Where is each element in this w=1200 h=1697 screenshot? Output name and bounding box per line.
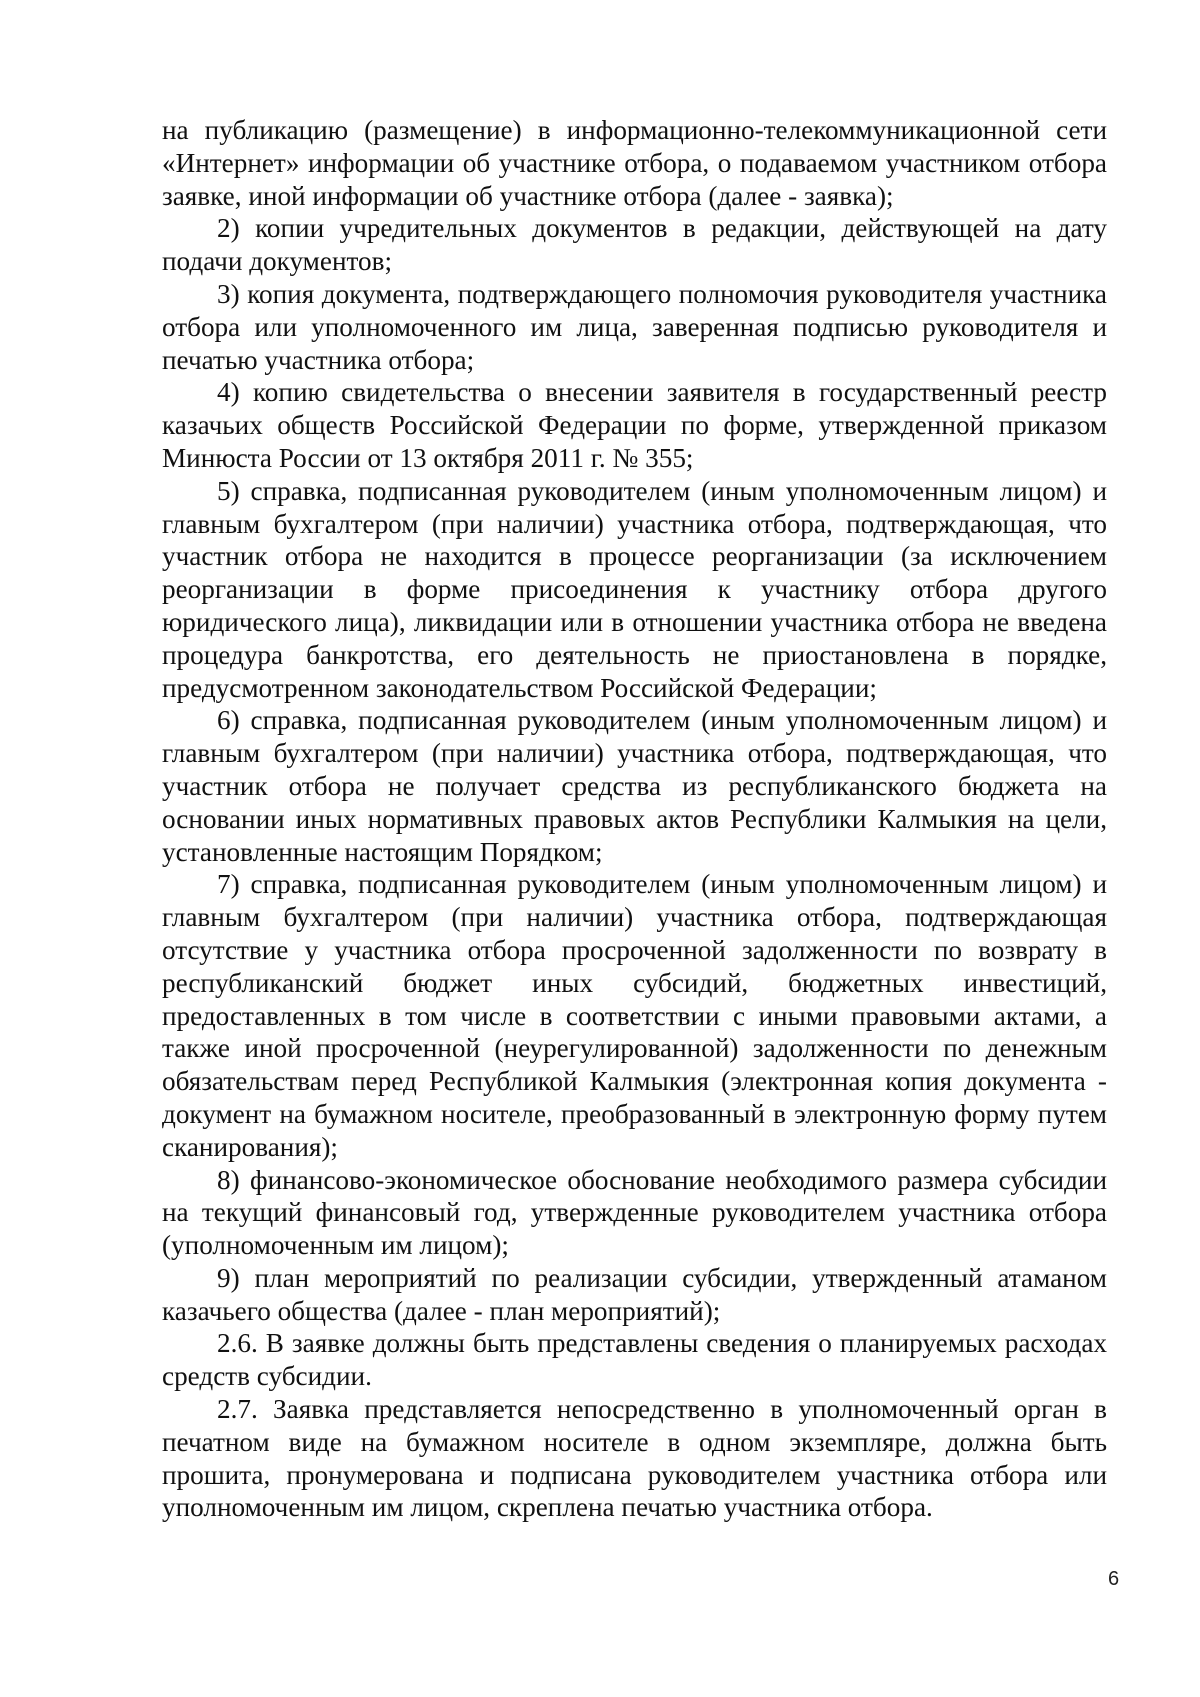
paragraph-item-4: 4) копию свидетельства о внесении заявителя в государственный реестр казачьих обществ Российской Федерации по форме, утвержденной приказом Минюста России от 13 октября 2011 г. № 355; [162, 377, 1107, 473]
paragraph-item-7: 7) справка, подписанная руководителем (иным уполномоченным лицом) и главным бухгалтером (при наличии) участника отбора, подтверждающая отсутствие у участника отбора просроченной задолженности по возврату в республиканский бюджет иных субсидий, бюджетных инвестиций, предоставленных в том числе в соответствии с иными правовыми актами, а также иной просроченной (неурегулированной) задолженности по денежным обязательствам перед Республикой Калмыкия (электронная копия документа - документ на бумажном носителе, преобразованный в электронную форму путем сканирования); [162, 869, 1107, 1162]
paragraph-clause-2-7: 2.7. Заявка представляется непосредственно в уполномоченный орган в печатном виде на бумажном носителе в одном экземпляре, должна быть прошита, пронумерована и подписана руководителем участника отбора или уполномоченным им лицом, скреплена печатью участника отбора. [162, 1394, 1107, 1523]
paragraph-item-3: 3) копия документа, подтверждающего полномочия руководителя участника отбора или уполномоченного им лица, заверенная подписью руководителя и печатью участника отбора; [162, 278, 1107, 375]
page-number: 6 [1108, 1568, 1120, 1590]
paragraph-item-2: 2) копии учредительных документов в редакции, действующей на дату подачи документов; [162, 213, 1107, 277]
paragraph-item-9: 9) план мероприятий по реализации субсидии, утвержденный атаманом казачьего общества (далее - план мероприятий); [162, 1262, 1107, 1326]
paragraph-item-6: 6) справка, подписанная руководителем (иным уполномоченным лицом) и главным бухгалтером (при наличии) участника отбора, подтверждающая, что участник отбора не получает средства из республиканского бюджета на основании иных нормативных правовых актов Республики Калмыкия на цели, установленные настоящим Порядком; [162, 705, 1107, 867]
document-body [162, 114, 1107, 1524]
paragraph-clause-2-6: 2.6. В заявке должны быть представлены сведения о планируемых расходах средств субсидии. [162, 1328, 1107, 1392]
paragraph-item-8: 8) финансово-экономическое обоснование необходимого размера субсидии на текущий финансовый год, утвержденные руководителем участника отбора (уполномоченным им лицом); [162, 1164, 1107, 1261]
paragraph-continuation: на публикацию (размещение) в информационно-телекоммуникационной сети «Интернет» информации об участнике отбора, о подаваемом участником отбора заявке, иной информации об участнике отбора (далее - заявка); [162, 115, 1107, 211]
paragraph-item-5: 5) справка, подписанная руководителем (иным уполномоченным лицом) и главным бухгалтером (при наличии) участника отбора, подтверждающая, что участник отбора не находится в процессе реорганизации (за исключением реорганизации в форме присоединения к участнику отбора другого юридического лица), ликвидации или в отношении участника отбора не введена процедура банкротства, его деятельность не приостановлена в порядке, предусмотренном законодательством Российской Федерации; [162, 475, 1107, 703]
